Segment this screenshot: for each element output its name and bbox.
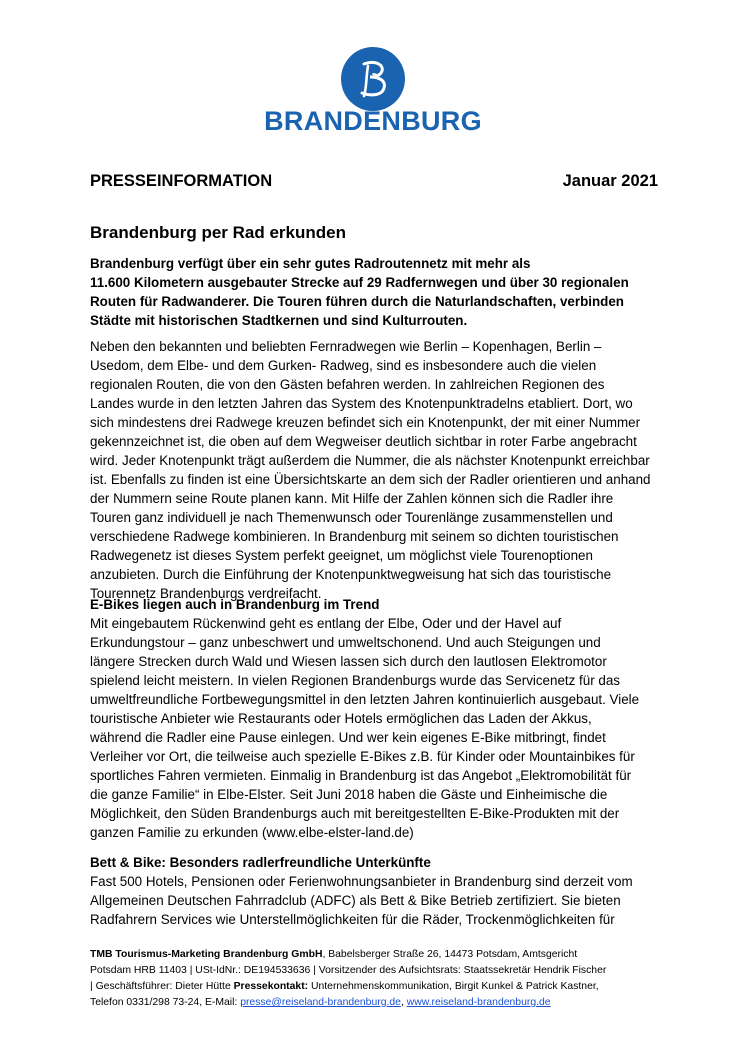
- footer-contact: Unternehmenskommunikation, Birgit Kunkel & Patrick Kastner,: [308, 981, 599, 992]
- footer-contact-label: Pressekontakt:: [233, 981, 309, 992]
- brandenburg-emblem-icon: [340, 46, 406, 112]
- press-label: PRESSEINFORMATION: [90, 172, 273, 190]
- paragraph-bett-bike: Fast 500 Hotels, Pensionen oder Ferienwohnungsanbieter in Brandenburg sind derzeit vom Allgemeinen Deutschen Fahrradclub (ADFC) als Bett & Bike Betrieb zertifiziert. Sie bieten Radfahrern Services wie Unterstellmöglichkeiten für die Räder, Trockenmöglichkeiten für: [90, 874, 633, 927]
- footer-management: | Geschäftsführer: Dieter Hütte: [90, 981, 234, 992]
- press-date: Januar 2021: [562, 172, 658, 190]
- footer-address: , Babelsberger Straße 26, 14473 Potsdam, Amtsgericht: [322, 949, 578, 960]
- heading-bett-bike: Bett & Bike: Besonders radlerfreundliche Unterkünfte: [90, 855, 431, 870]
- website-link[interactable]: www.reiseland-brandenburg.de: [406, 997, 551, 1008]
- page-title: Brandenburg per Rad erkunden: [90, 223, 346, 242]
- footer-registry: Potsdam HRB 11403 | USt-IdNr.: DE194533636 | Vorsitzender des Aufsichtsrats: Staatssekretär Hendrik Fischer: [90, 965, 607, 976]
- paragraph-ebikes: Mit eingebautem Rückenwind geht es entlang der Elbe, Oder und der Havel auf Erkundungstour – ganz unbeschwert und umweltschonend. Und auch Steigungen und längere Strecken durch Wald und Wiesen lassen sich durch den lautlosen Elektromotor spielend leicht meistern. In vielen Regionen Brandenburgs wurde das Servicenetz für das umweltfreundliche Fortbewegungsmittel in den letzten Jahren kontinuierlich ausgebaut. Viele touristische Anbieter wie Restaurants oder Hotels ermöglichen das Laden der Akkus, während die Radler eine Pause einlegen. Und wer kein eigenes E-Bike mitbringt, findet Verleiher vor Ort, die teilweise auch spezielle E-Bikes z.B. für Kinder oder Mountainbikes für sportliches Fahren vermieten. Einmalig in Brandenburg ist das Angebot „Elektromobilität für die ganze Familie“ in Elbe-Elster. Seit Juni 2018 haben die Gäste und Einheimische die Möglichkeit, den Süden Brandenburgs auch mit bereitgestellten E-Bike-Produkten mit der ganzen Familie zu erkunden (www.elbe-elster-land.de): [90, 616, 640, 840]
- lead-paragraph: Brandenburg verfügt über ein sehr gutes Radroutennetz mit mehr als 11.600 Kilometern ausgebauter Strecke auf 29 Radfernwegen und über 30 regionalen Routen für Radwanderer. Die Touren führen durch die Naturlandschaften, verbinden Städte mit historischen Stadtkernen und sind Kulturrouten.: [90, 256, 629, 328]
- heading-ebikes: E-Bikes liegen auch in Brandenburg im Trend: [90, 597, 380, 612]
- footer-company: TMB Tourismus-Marketing Brandenburg GmbH: [90, 949, 323, 960]
- email-link[interactable]: presse@reiseland-brandenburg.de: [240, 997, 401, 1008]
- brand-wordmark: BRANDENBURG: [264, 106, 482, 136]
- footer-phone: Telefon 0331/298 73-24, E-Mail:: [90, 997, 241, 1008]
- footer: [90, 947, 660, 1011]
- paragraph-knotenpunkt: Neben den bekannten und beliebten Fernradwegen wie Berlin – Kopenhagen, Berlin – Usedom, dem Elbe- und dem Gurken- Radweg, sind es insbesondere auch die vielen regionalen Routen, die von den Gästen befahren werden. In zahlreichen Regionen des Landes wurde in den letzten Jahren das System des Knotenpunktradelns etabliert. Dort, wo sich mindestens drei Radwege kreuzen befindet sich ein Knotenpunkt, der mit einer Nummer gekennzeichnet ist, die oben auf dem Wegweiser deutlich sichtbar in roter Farbe angebracht wird. Jeder Knotenpunkt trägt außerdem die Nummer, die als nächster Knotenpunkt erreichbar ist. Ebenfalls zu finden ist eine Übersichtskarte an dem sich der Radler orientieren und anhand der Nummern seine Route planen kann. Mit Hilfe der Zahlen können sich die Radler ihre Touren ganz individuell je nach Themenwunsch oder Tourenlänge zusammenstellen und verschiedene Radwege kombinieren. In Brandenburg mit seinem so dichten touristischen Radwegenetz ist dieses System perfekt geeignet, um möglichst viele Tourenoptionen anzubieten. Durch die Einführung der Knotenpunktwegweisung hat sich das touristische Tourennetz Brandenburgs verdreifacht.: [90, 339, 651, 601]
- press-header: [90, 172, 658, 191]
- footer-separator: ,: [400, 997, 407, 1008]
